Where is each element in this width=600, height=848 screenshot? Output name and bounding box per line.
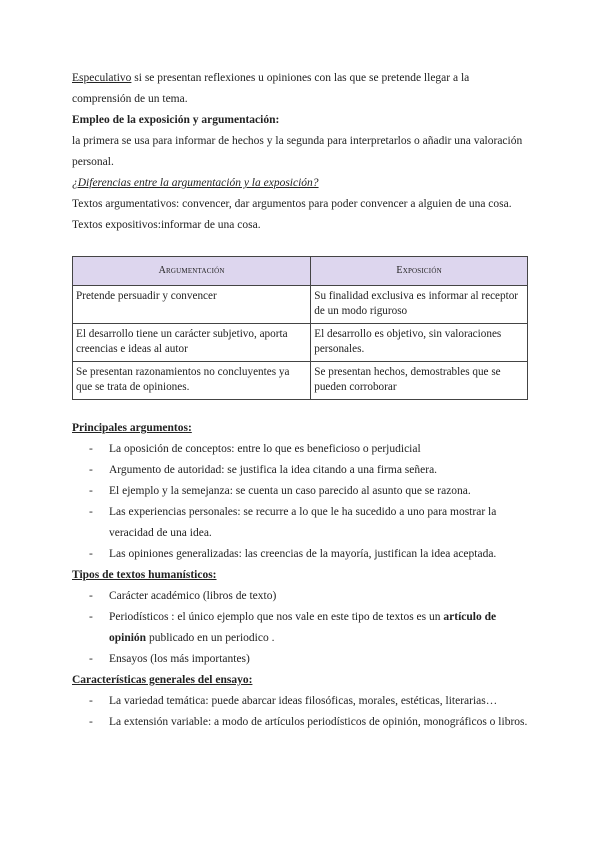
- list-item: [72, 712, 528, 733]
- empleo-text: la primera se usa para informar de hechos y la segunda para interpretarlos o añadir una valoración personal.: [72, 135, 523, 168]
- table-cell: El desarrollo es objetivo, sin valoraciones personales.: [311, 324, 528, 362]
- dash-bullet: -: [89, 485, 93, 497]
- table-cell: El desarrollo tiene un carácter subjetivo, aporta creencias e ideas al autor: [73, 324, 311, 362]
- argumentos-heading: Principales argumentos:: [72, 422, 192, 434]
- intro-text: si se presentan reflexiones u opiniones con las que se pretende llegar a la comprensión de un tema.: [72, 72, 470, 105]
- empleo-heading: Empleo de la exposición y argumentación:: [72, 114, 280, 126]
- list-item: [72, 586, 528, 607]
- list-item: [72, 481, 528, 502]
- table-row: [73, 286, 528, 324]
- table-cell: Su finalidad exclusiva es informar al receptor de un modo riguroso: [311, 286, 528, 324]
- table-header-row: [73, 257, 528, 286]
- header-argumentacion: Argumentación: [73, 257, 311, 286]
- dash-bullet: -: [89, 464, 93, 476]
- list-item-text: Argumento de autoridad: se justifica la idea citando a una firma señera.: [109, 464, 438, 476]
- articulo-opinion-term: artículo de opinión: [109, 611, 497, 644]
- list-item-text: publicado en un periodico .: [146, 632, 275, 644]
- list-item: [72, 649, 528, 670]
- term-especulativo: Especulativo: [72, 72, 132, 84]
- tipos-heading: Tipos de textos humanísticos:: [72, 569, 217, 581]
- dash-bullet: -: [89, 611, 93, 623]
- list-item-text: La oposición de conceptos: entre lo que es beneficioso o perjudicial: [109, 443, 421, 455]
- dash-bullet: -: [89, 716, 93, 728]
- list-item: [72, 460, 528, 481]
- ensayo-list: [72, 691, 528, 733]
- document-content: [72, 68, 528, 733]
- list-item-text: Ensayos (los más importantes): [109, 653, 250, 665]
- dash-bullet: -: [89, 695, 93, 707]
- list-item-text: La extensión variable: a modo de artículos periodísticos de opinión, monográficos o libros.: [109, 716, 528, 728]
- table-cell: Pretende persuadir y convencer: [73, 286, 311, 324]
- comparison-table: [72, 256, 528, 400]
- dash-bullet: -: [89, 548, 93, 560]
- tipos-list: [72, 586, 528, 670]
- table-cell: Se presentan razonamientos no concluyentes ya que se trata de opiniones.: [73, 362, 311, 400]
- dash-bullet: -: [89, 443, 93, 455]
- argumentativos-text: Textos argumentativos: convencer, dar argumentos para poder convencer a alguien de una cosa.: [72, 198, 512, 210]
- list-item: [72, 607, 528, 649]
- ensayo-heading: Características generales del ensayo:: [72, 674, 253, 686]
- list-item-text: Las opiniones generalizadas: las creencias de la mayoría, justifican la idea aceptada.: [109, 548, 497, 560]
- table-cell: Se presentan hechos, demostrables que se pueden corroborar: [311, 362, 528, 400]
- dash-bullet: -: [89, 590, 93, 602]
- list-item-text: Carácter académico (libros de texto): [109, 590, 277, 602]
- expositivos-text: Textos expositivos:informar de una cosa.: [72, 219, 261, 231]
- list-item: [72, 439, 528, 460]
- list-item: [72, 502, 528, 544]
- intro-paragraph: [72, 68, 528, 110]
- dash-bullet: -: [89, 506, 93, 518]
- list-item-text: La variedad temática: puede abarcar ideas filosóficas, morales, estéticas, literarias…: [109, 695, 498, 707]
- list-item-text: Las experiencias personales: se recurre a lo que le ha sucedido a uno para mostrar la veracidad de una idea.: [109, 506, 497, 539]
- list-item-text: Periodísticos : el único ejemplo que nos vale en este tipo de textos es un: [109, 611, 444, 623]
- diferencias-question: ¿Diferencias entre la argumentación y la exposición?: [72, 177, 319, 189]
- argumentos-list: [72, 439, 528, 565]
- list-item-text: El ejemplo y la semejanza: se cuenta un caso parecido al asunto que se razona.: [109, 485, 471, 497]
- dash-bullet: -: [89, 653, 93, 665]
- table-row: [73, 362, 528, 400]
- table-row: [73, 324, 528, 362]
- list-item: [72, 544, 528, 565]
- list-item: [72, 691, 528, 712]
- header-exposicion: Exposición: [311, 257, 528, 286]
